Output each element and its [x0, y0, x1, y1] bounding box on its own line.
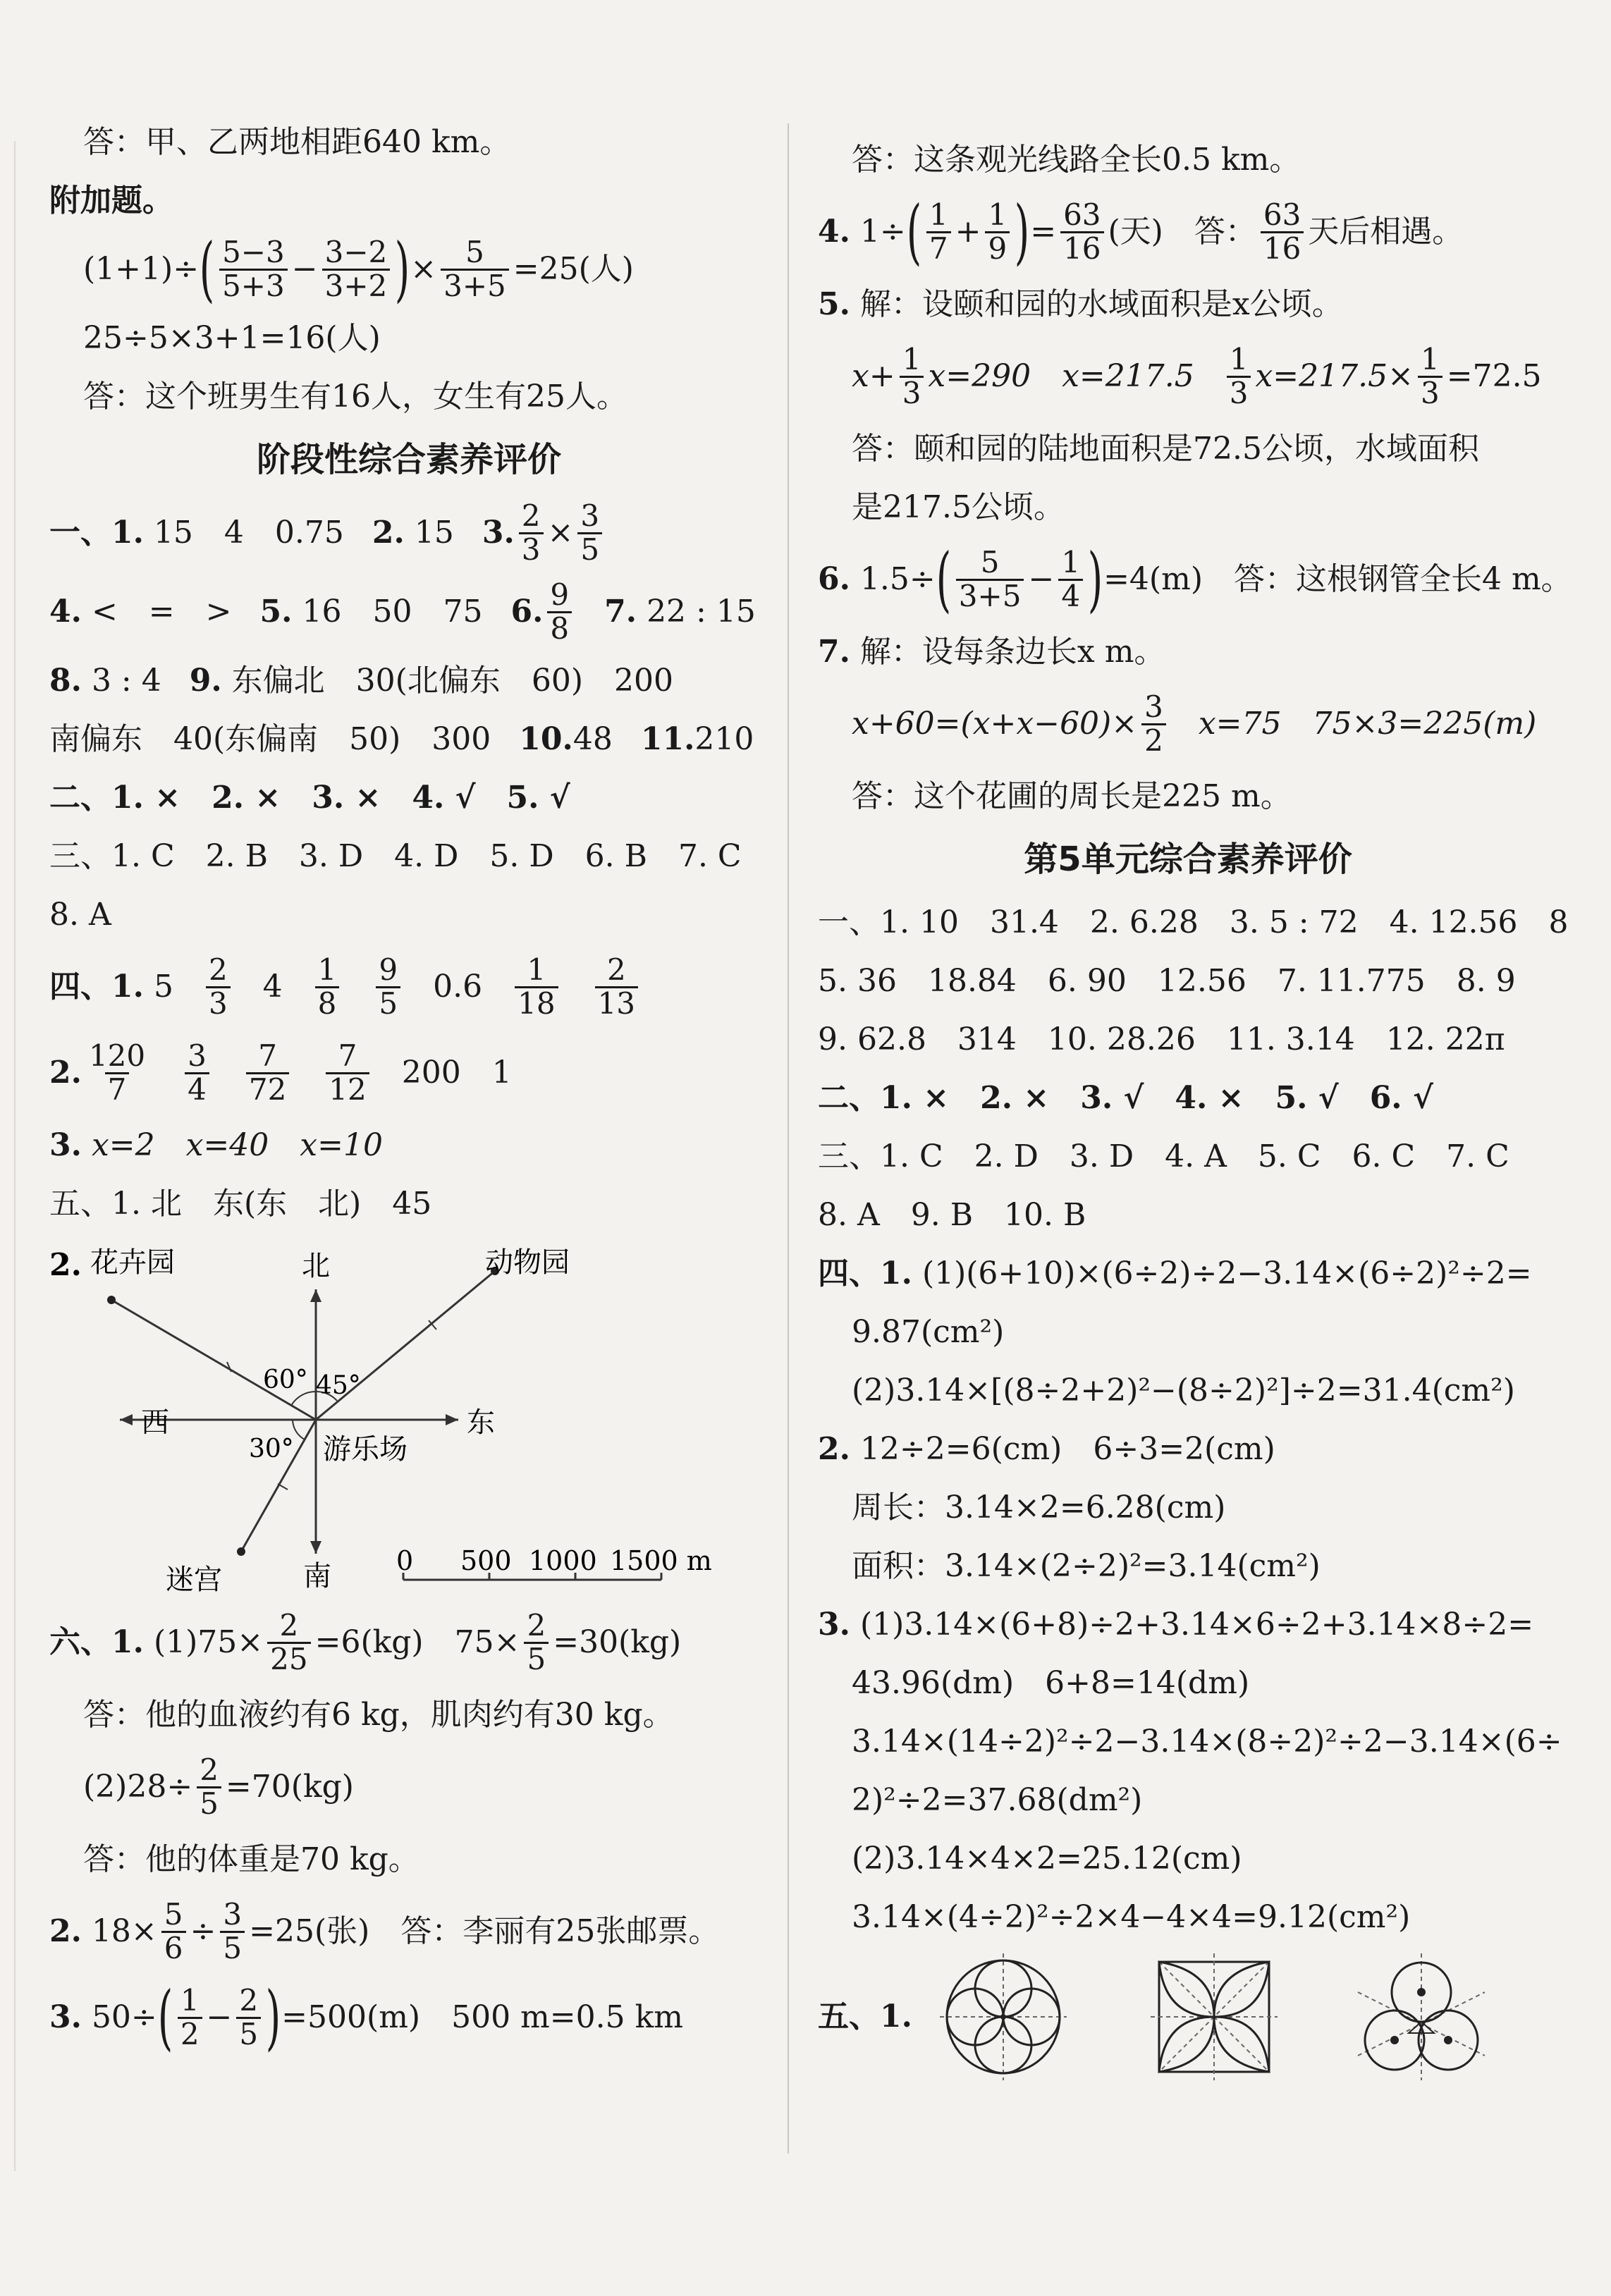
answer-line: 5. 36 18.84 6. 90 12.56 7. 11.775 8. 9 [818, 962, 1516, 999]
label-ne: 动物园 [485, 1246, 570, 1279]
label-north: 北 [302, 1250, 330, 1282]
answer-line: 4. < = > 5. 16 50 75 6. $\frac{9}{8}$ 7. 22 : 15 [49, 577, 756, 646]
right-column [818, 130, 1572, 2087]
fraction: $\frac{5}{3+5}$ [441, 237, 509, 301]
equation-line: (1+1)÷ ( $\frac{5-3}{5+3}$ − $\frac{3-2}{3+2}$ ) × $\frac{5}{3+5}$ =25(人) [83, 228, 634, 310]
equation-line: 25÷5×3+1=16(人) [83, 319, 381, 356]
fraction: $\frac{63}{16}$ [1261, 199, 1304, 264]
three-circle-pattern-figure [1351, 1950, 1492, 2084]
answer-line: 3. 50÷ ( $\frac{1}{2}$ − $\frac{2}{5}$ ) =500(m) 500 m=0.5 km [49, 1976, 683, 2058]
ray-nw [111, 1300, 316, 1420]
fraction: $\frac{3}{2}$ [1141, 692, 1166, 756]
label-sw: 迷宫 [166, 1564, 222, 1596]
fraction: $\frac{2}{5}$ [524, 1610, 549, 1674]
answer-line: 一、1. 10 31.4 2. 6.28 3. 5 : 72 4. 12.56 8 [818, 904, 1569, 940]
fraction: $\frac{1}{8}$ [315, 954, 340, 1019]
label-nw: 花卉园 [90, 1246, 175, 1279]
west-arrow [120, 1414, 133, 1425]
answer-line: 三、1. C 2. D 3. D 4. A 5. C 6. C 7. C [818, 1138, 1509, 1174]
fraction: $\frac{2}{3}$ [519, 501, 544, 565]
answer-line: 3. (1)3.14×(6+8)÷2+3.14×6÷2+3.14×8÷2= [818, 1606, 1534, 1643]
answer-line: 5. 解：设颐和园的水域面积是x公顷。 [818, 286, 1343, 322]
north-arrow [310, 1289, 321, 1302]
answer-line: 答：这个班男生有16人，女生有25人。 [83, 378, 627, 415]
scale-1500: 1500 m [610, 1545, 712, 1576]
section-title: 第5单元综合素养评价 [1024, 840, 1352, 879]
answer-line: 2. $\frac{120}{7}$ $\frac{3}{4}$ $\frac{7}{72}$ $\frac{7}{12}$ 200 1 [49, 1038, 512, 1107]
answer-line: (2)3.14×[(8÷2+2)²−(8÷2)²]÷2=31.4(cm²) [852, 1372, 1515, 1408]
answer-line: 面积：3.14×(2÷2)²=3.14(cm²) [852, 1547, 1321, 1584]
label-west: 西 [141, 1406, 169, 1439]
fraction: $\frac{3}{5}$ [220, 1899, 245, 1963]
answer-line: 9. 62.8 314 10. 28.26 11. 3.14 12. 22π [818, 1021, 1505, 1057]
equation-line: x+ $\frac{1}{3}$ x=290 x=217.5 $\frac{1}{3}$ x=217.5× $\frac{1}{3}$ =72.5 [852, 342, 1542, 410]
fraction: $\frac{1}{18}$ [515, 954, 558, 1019]
fraction: $\frac{1}{2}$ [178, 1985, 202, 2049]
direction-map-figure [49, 1233, 726, 1600]
answer-line: (2)28÷ $\frac{2}{5}$ =70(kg) [83, 1752, 354, 1821]
fraction: $\frac{2}{5}$ [236, 1985, 261, 2049]
fraction: $\frac{5}{6}$ [161, 1899, 186, 1963]
left-column [49, 113, 768, 2061]
diagram-number: 2. [49, 1247, 82, 1283]
fraction: $\frac{1}{3}$ [1227, 344, 1251, 408]
label-south: 南 [303, 1560, 331, 1592]
answer-line: 3. x=2 x=40 x=10 [49, 1126, 383, 1163]
answer-line: 2. 18× $\frac{5}{6}$ ÷ $\frac{3}{5}$ =25(张) 答：李丽有25张邮票。 [49, 1897, 720, 1965]
fraction: $\frac{63}{16}$ [1060, 199, 1103, 264]
answer-line: 答：这个花圃的周长是225 m。 [852, 778, 1292, 814]
fraction: $\frac{3-2}{3+2}$ [322, 237, 391, 301]
answer-line: 四、1. 5 $\frac{2}{3}$ 4 $\frac{1}{8}$ $\frac{9}{5}$ 0.6 $\frac{1}{18}$ $\frac{2}{13}$ [49, 944, 768, 1030]
fraction: $\frac{1}{4}$ [1058, 547, 1083, 611]
answer-line: 4. 1÷ ( $\frac{1}{7}$ + $\frac{1}{9}$ ) = $\frac{63}{16}$ (天) 答： $\frac{63}{16}$ 天后相遇。 [818, 190, 1464, 273]
section-heading: 附加题。 [49, 182, 173, 219]
answer-line: 43.96(dm) 6+8=14(dm) [852, 1664, 1250, 1701]
label-east: 东 [467, 1406, 495, 1439]
direction-diagram [49, 1233, 726, 1600]
scale-1000: 1000 [529, 1545, 597, 1576]
fraction: $\frac{1}{7}$ [926, 199, 951, 264]
answer-line: 8. A [49, 896, 111, 933]
answer-line: 周长：3.14×2=6.28(cm) [852, 1489, 1226, 1525]
page-edge-line [14, 141, 16, 2171]
column-divider [788, 123, 789, 2154]
fraction: $\frac{120}{7}$ [88, 1038, 146, 1107]
fraction: $\frac{2}{5}$ [197, 1755, 221, 1819]
fraction: $\frac{1}{3}$ [900, 344, 924, 408]
point-sw [237, 1547, 245, 1556]
answer-line: 9.87(cm²) [852, 1313, 1005, 1350]
answer-line: 是217.5公顷。 [852, 489, 1065, 525]
answer-line: 答：他的血液约有6 kg，肌肉约有30 kg。 [83, 1696, 674, 1733]
east-arrow [446, 1414, 458, 1425]
fraction: $\frac{7}{72}$ [246, 1040, 289, 1105]
four-circle-pattern-figure [929, 1950, 1077, 2084]
answer-line: 五、1. 北 东(东 北) 45 [49, 1185, 432, 1222]
label-angle-30: 30° [249, 1435, 294, 1463]
south-arrow [310, 1541, 321, 1554]
answer-line: 答：颐和园的陆地面积是72.5公顷，水域面积 [852, 430, 1479, 467]
answer-line: 2. 12÷2=6(cm) 6÷3=2(cm) [818, 1430, 1275, 1467]
equation-line: x+60=(x+x−60)× $\frac{3}{2}$ x=75 75×3=225(m) [852, 689, 1537, 758]
answer-line: 8. 3 : 4 9. 东偏北 30(北偏东 60) 200 [49, 662, 673, 699]
label-center: 游乐场 [323, 1433, 408, 1466]
fraction: $\frac{3}{5}$ [577, 501, 602, 565]
fraction: $\frac{7}{12}$ [326, 1040, 369, 1105]
scale-500: 500 [460, 1545, 512, 1576]
fraction: $\frac{5-3}{5+3}$ [219, 237, 288, 301]
point-nw [107, 1296, 116, 1304]
answer-line: 6. 1.5÷ ( $\frac{5}{3+5}$ − $\frac{1}{4}$ ) =4(m) 答：这根钢管全长4 m。 [818, 538, 1572, 620]
fraction: $\frac{2}{3}$ [206, 954, 231, 1019]
label-angle-60: 60° [263, 1365, 308, 1394]
answer-line: 答：这条观光线路全长0.5 km。 [852, 141, 1301, 178]
answer-line: 答：甲、乙两地相距640 km。 [83, 123, 511, 160]
fraction: $\frac{9}{5}$ [376, 954, 400, 1019]
fraction: $\frac{1}{3}$ [1418, 344, 1442, 408]
answer-line: (2)3.14×4×2=25.12(cm) [852, 1840, 1242, 1877]
answer-line: 六、1. (1)75× $\frac{2}{25}$ =6(kg) 75× $\frac{2}{5}$ =30(kg) [49, 1608, 682, 1676]
square-petal-pattern-figure [1144, 1950, 1285, 2084]
answer-line: 四、1. (1)(6+10)×(6÷2)÷2−3.14×(6÷2)²÷2= [818, 1255, 1532, 1291]
answer-line: 南偏东 40(东偏南 50) 300 10. 48 11. 210 [49, 720, 754, 757]
question-number: 五、1. [818, 1999, 912, 2034]
fraction: $\frac{9}{8}$ [547, 579, 572, 644]
pattern-figures-row [818, 1946, 1558, 2087]
fraction: $\frac{3}{4}$ [185, 1040, 209, 1105]
fraction: $\frac{2}{25}$ [267, 1610, 310, 1674]
fraction: $\frac{2}{13}$ [595, 954, 638, 1019]
fraction: $\frac{1}{9}$ [985, 199, 1010, 264]
answer-line: 3.14×(14÷2)²÷2−3.14×(8÷2)²÷2−3.14×(6÷ [852, 1723, 1562, 1760]
answer-line: 答：他的体重是70 kg。 [83, 1841, 419, 1877]
fraction: $\frac{5}{3+5}$ [956, 547, 1024, 611]
section-title: 阶段性综合素养评价 [256, 440, 561, 479]
answer-line: 8. A 9. B 10. B [818, 1196, 1086, 1233]
answer-line: 二、1. × 2. × 3. √ 4. × 5. √ 6. √ [818, 1079, 1433, 1116]
answer-line: 一、1. 15 4 0.75 2. 15 3. $\frac{2}{3}$ × $\frac{3}{5}$ [49, 493, 768, 572]
answer-line: 3.14×(4÷2)²÷2×4−4×4=9.12(cm²) [852, 1898, 1411, 1935]
label-angle-45: 45° [316, 1371, 361, 1400]
answer-line: 2)²÷2=37.68(dm²) [852, 1781, 1143, 1818]
answer-line: 三、1. C 2. B 3. D 4. D 5. D 6. B 7. C [49, 837, 742, 874]
answer-line: 二、1. × 2. × 3. × 4. √ 5. √ [49, 779, 570, 816]
scale-0: 0 [396, 1545, 414, 1576]
answer-line: 7. 解：设每条边长x m。 [818, 633, 1165, 670]
